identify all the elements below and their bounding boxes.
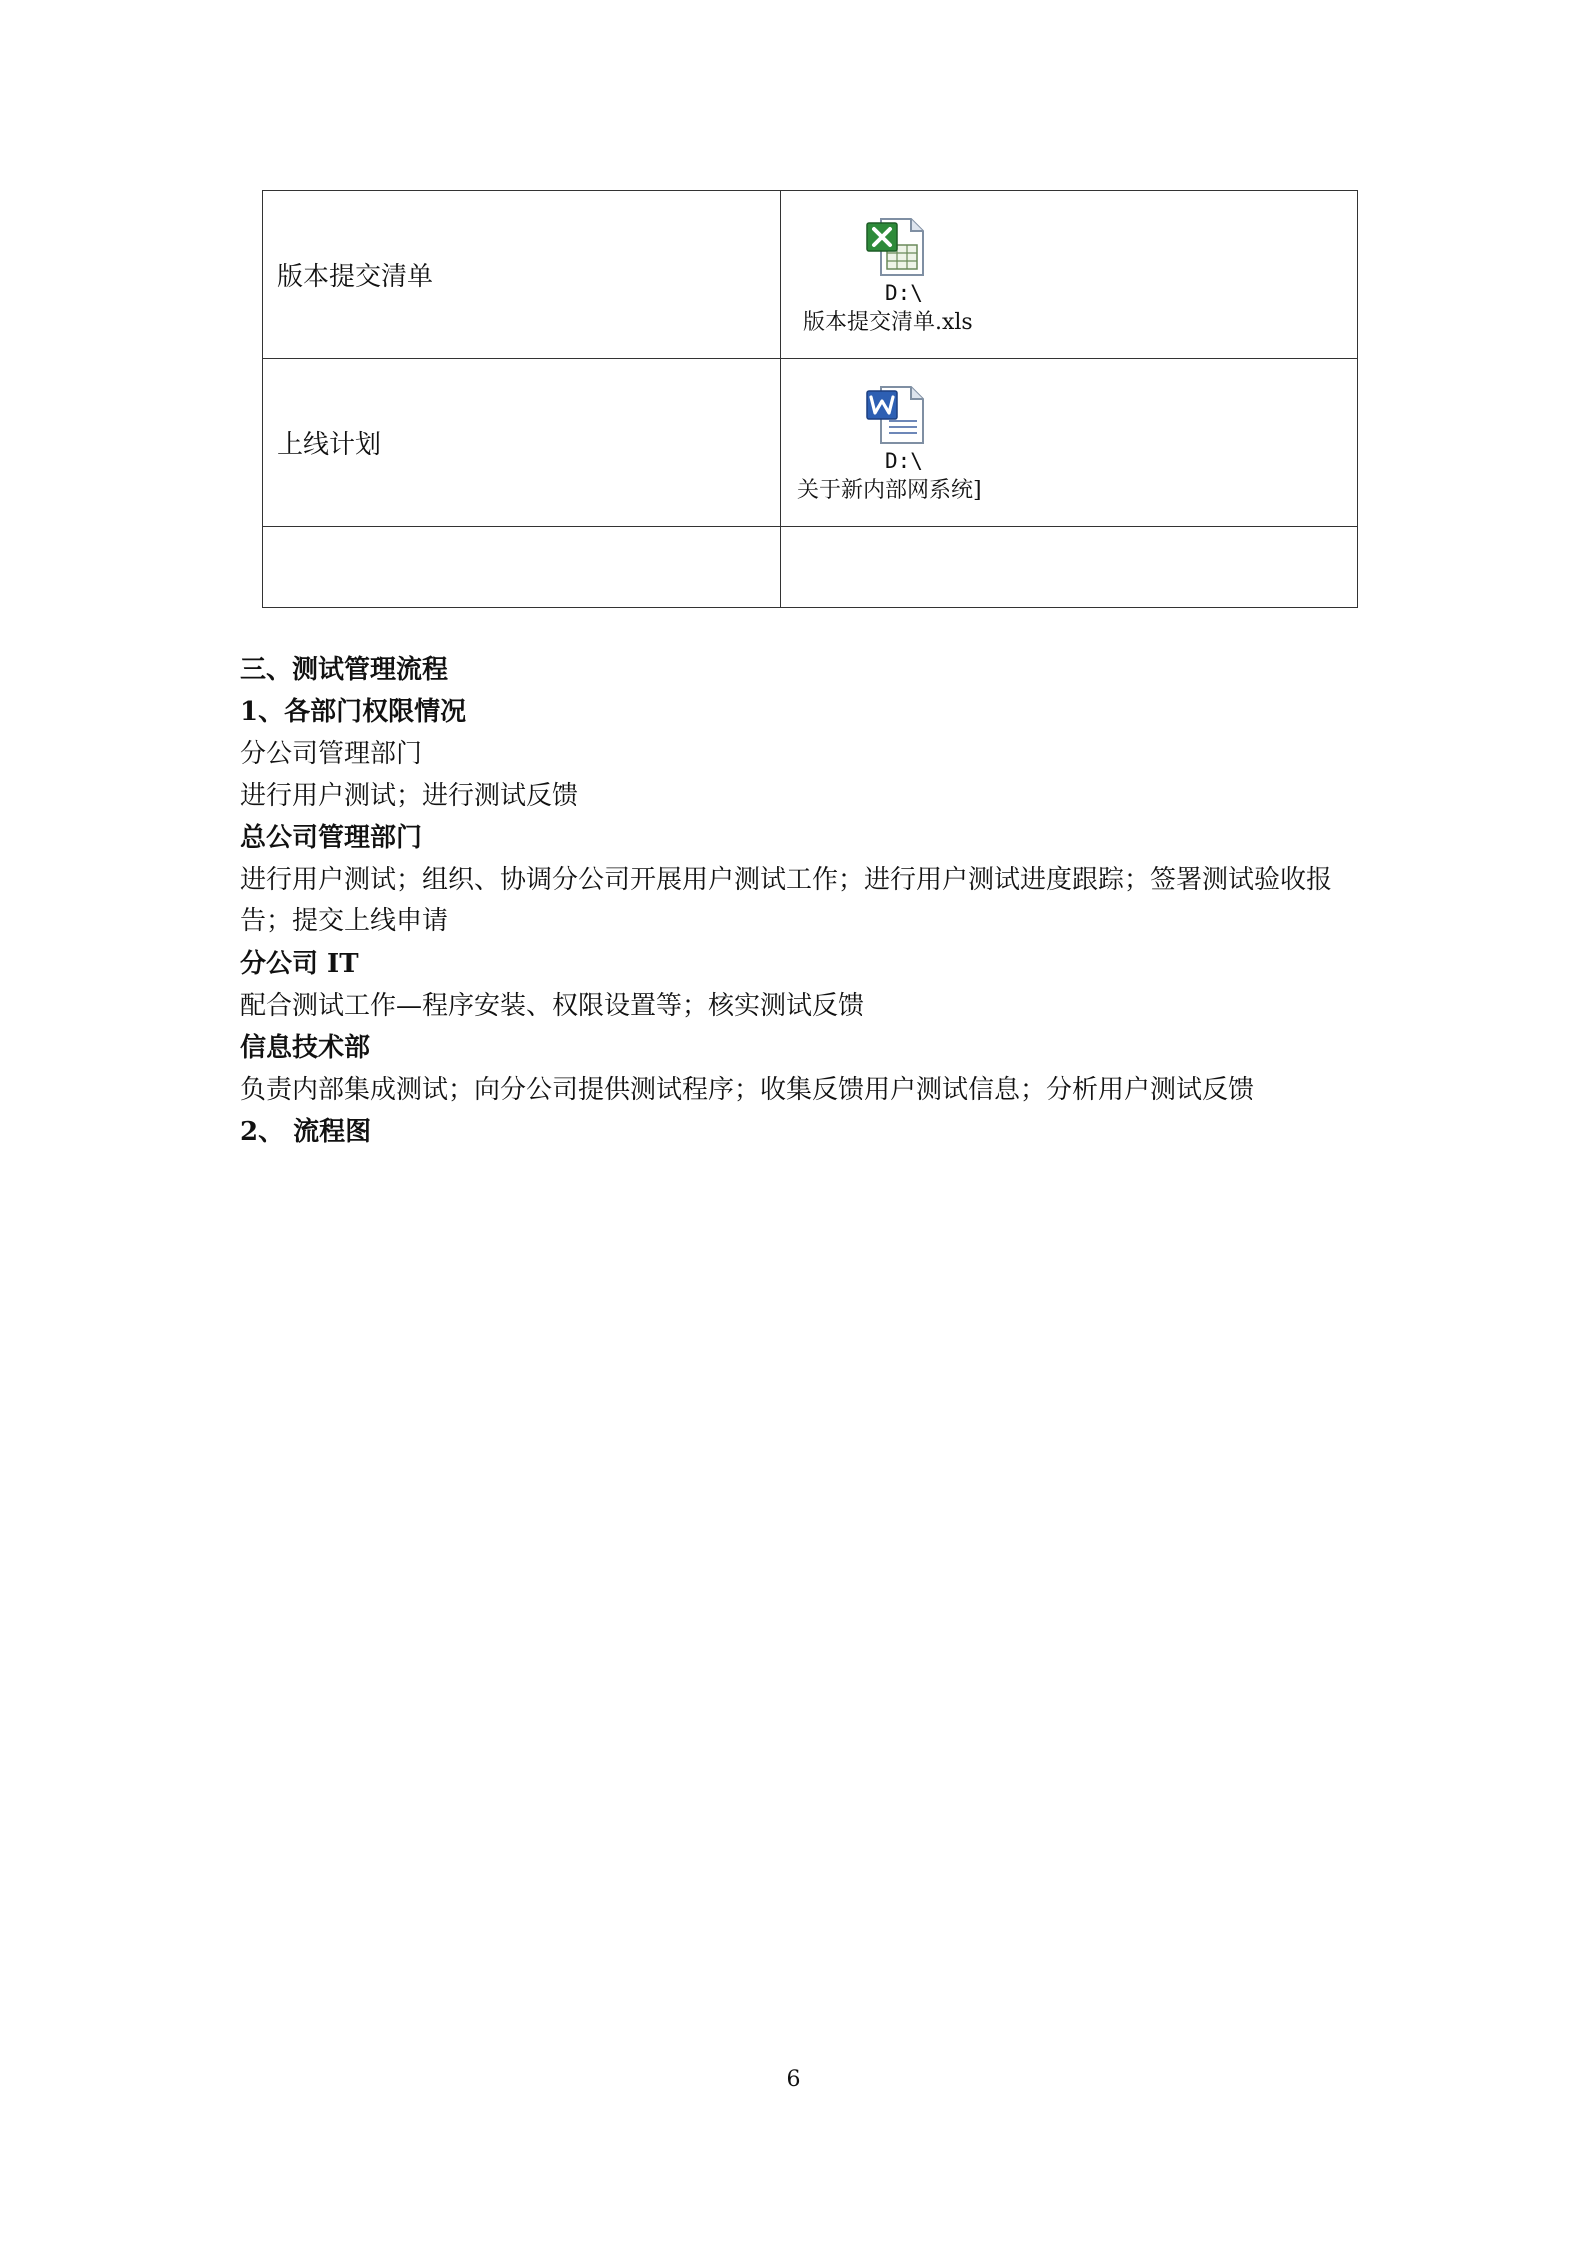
dept-name: 总公司管理部门: [240, 823, 423, 853]
file-name: 关于新内部网系统]: [797, 478, 982, 503]
file-path: D:\: [885, 281, 923, 305]
embedded-object-cell: [781, 359, 1358, 527]
empty-cell: [781, 527, 1358, 608]
file-path: D:\: [885, 449, 923, 473]
dept-description: 负责内部集成测试；向分公司提供测试程序；收集反馈用户测试信息；分析用户测试反馈: [240, 1075, 1255, 1105]
subsection-title: 1、各部门权限情况: [240, 697, 467, 727]
dept-name: 分公司管理部门: [240, 739, 423, 769]
dept-description: 配合测试工作—程序安装、权限设置等；核实测试反馈: [240, 991, 865, 1021]
subsection-title: 2、 流程图: [240, 1117, 372, 1147]
dept-description: 进行用户测试；组织、协调分公司开展用户测试工作；进行用户测试进度跟踪；签署测试验收报告；提交上线申请: [240, 865, 1333, 936]
word-file-icon: [863, 383, 927, 447]
table-row: [263, 527, 1358, 608]
dept-name: 分公司 IT: [240, 949, 359, 979]
excel-file-icon: [863, 215, 927, 279]
row-label: 上线计划: [263, 359, 781, 527]
table-row: [263, 191, 1358, 359]
embedded-object-cell: [781, 191, 1358, 359]
dept-description: 进行用户测试；进行测试反馈: [240, 781, 579, 811]
row-label: 版本提交清单: [263, 191, 781, 359]
attachments-table: [262, 190, 1358, 608]
page-number: 6: [786, 2067, 801, 2092]
embedded-word-object[interactable]: [781, 359, 1357, 526]
embedded-excel-object[interactable]: [781, 191, 1357, 358]
section-title: 三、测试管理流程: [240, 655, 449, 685]
dept-name: 信息技术部: [240, 1033, 371, 1063]
row-label: [263, 527, 781, 608]
table-row: [263, 359, 1358, 527]
file-name: 版本提交清单.xls: [803, 310, 973, 335]
